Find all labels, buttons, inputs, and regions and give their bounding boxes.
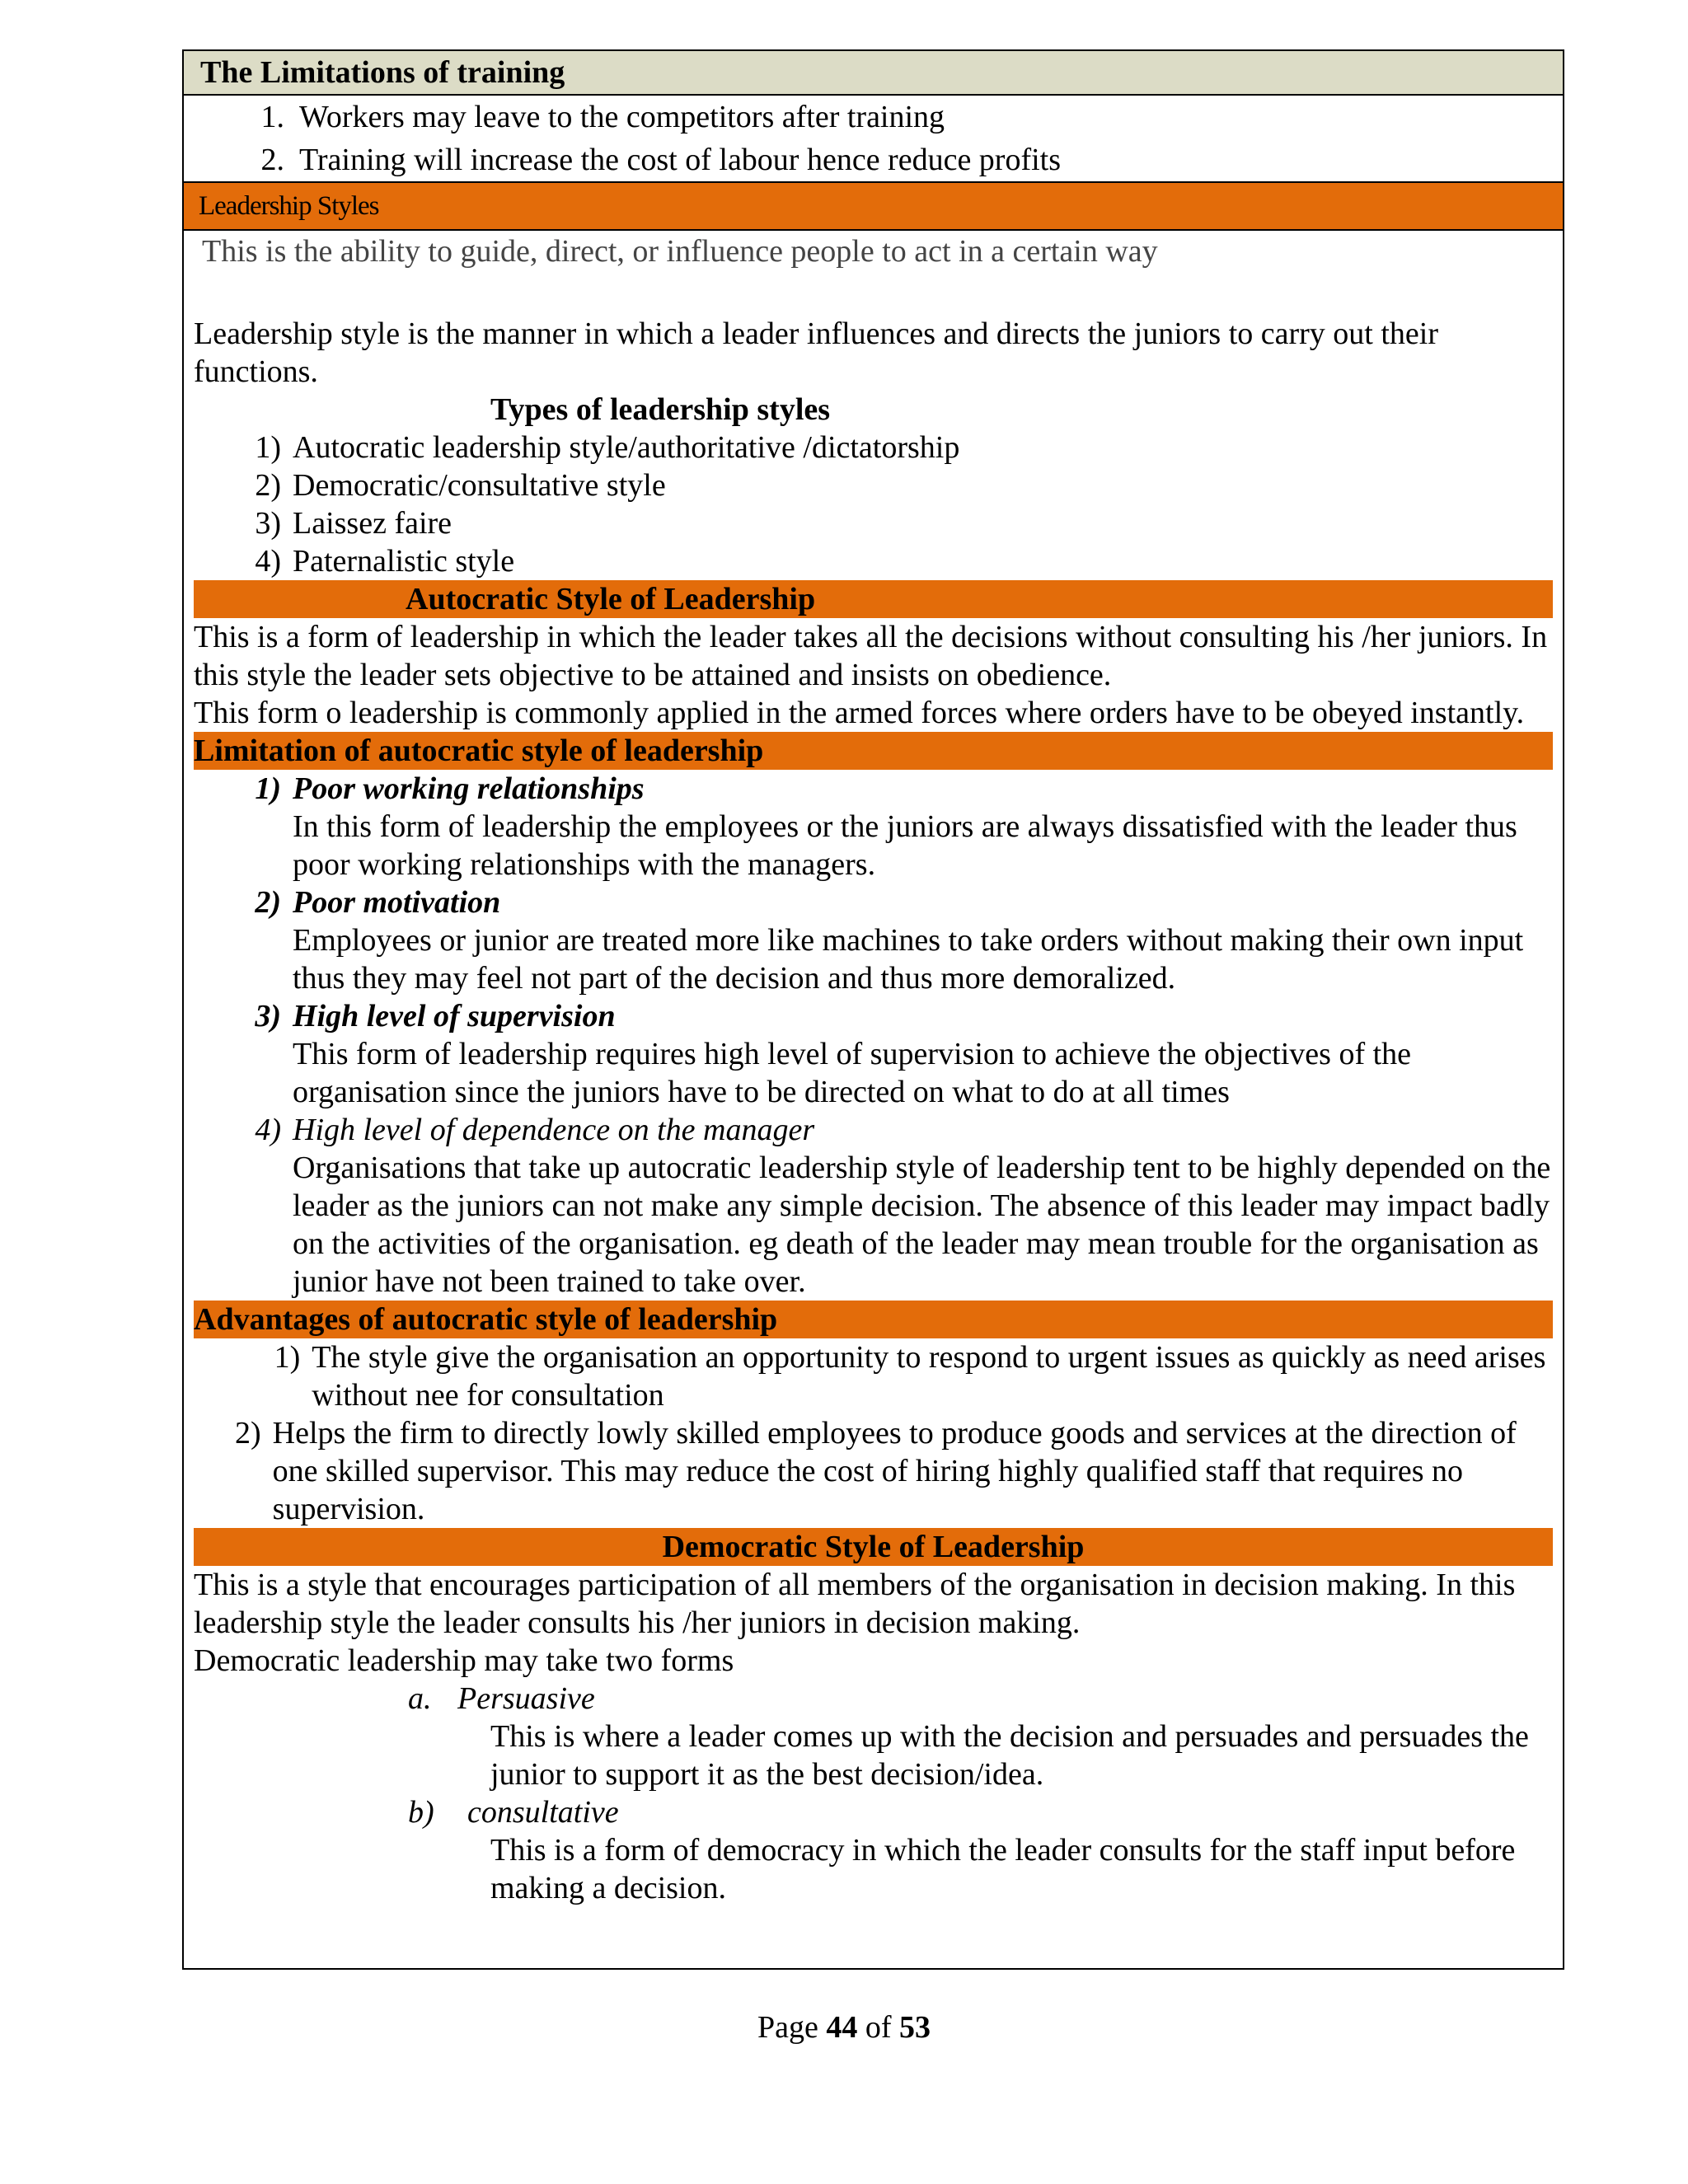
types-list (194, 429, 1553, 580)
list-item (194, 1414, 1553, 1528)
page-number: 44 (826, 2010, 858, 2045)
list-item (194, 542, 1553, 580)
list-number: 1. (260, 100, 284, 134)
leadership-style-definition: Leadership style is the manner in which a leader influences and directs the juniors to carry out their functions. (194, 316, 1438, 389)
training-limitations-heading: The Limitations of training (184, 51, 1563, 96)
list-title: High level of supervision (293, 999, 616, 1033)
list-title: Poor motivation (293, 885, 501, 920)
document-frame (182, 49, 1564, 1970)
list-text: Paternalistic style (293, 544, 515, 579)
page-prefix: Page (757, 2010, 818, 2045)
list-item (194, 1793, 1553, 1831)
autocratic-para-2: This form o leadership is commonly applied in the armed forces where orders have to be obeyed instantly. (194, 696, 1525, 730)
list-number: 2) (235, 1416, 261, 1451)
list-item (194, 466, 1553, 504)
autocratic-heading: Autocratic Style of Leadership (194, 580, 1553, 618)
democratic-forms-list (194, 1680, 1553, 1907)
list-item (184, 96, 1563, 138)
list-title: High level of dependence on the manager (293, 1113, 815, 1147)
list-title: Persuasive (457, 1681, 595, 1716)
list-item (194, 883, 1553, 921)
list-label: b) (408, 1795, 434, 1830)
democratic-para-1: This is a style that encourages participation of all members of the organisation in decision making. In this leadership style the leader consults his /her juniors in decision making. (194, 1568, 1516, 1640)
list-item (194, 770, 1553, 808)
list-text: Organisations that take up autocratic leadership style of leadership tent to be highly depended on the leader as the juniors can not make any simple decision. The absence of this leader may impact badly on the activities of the organisation. eg death of the leader may mean trouble for the organisation as junior have not been trained to take over. (293, 1151, 1551, 1299)
list-text: This form of leadership requires high level of supervision to achieve the objectives of the organisation since the juniors have to be directed on what to do at all times (293, 1037, 1412, 1109)
content-body (184, 231, 1563, 1907)
list-text: Laissez faire (293, 506, 452, 541)
list-item (194, 1338, 1553, 1414)
list-number: 1) (274, 1340, 301, 1375)
autocratic-advantages-heading: Advantages of autocratic style of leadership (194, 1301, 1553, 1338)
types-title: Types of leadership styles (490, 392, 831, 427)
list-item (194, 504, 1553, 542)
autocratic-para-1: This is a form of leadership in which the leader takes all the decisions without consulting his /her juniors. In this style the leader sets objective to be attained and insists on obedience. (194, 620, 1548, 692)
list-text: Workers may leave to the competitors after training (299, 100, 945, 134)
democratic-heading: Democratic Style of Leadership (194, 1528, 1553, 1566)
list-text: Employees or junior are treated more like machines to take orders without making their own input thus they may feel not part of the decision and thus more demoralized. (293, 923, 1524, 996)
list-number: 4) (255, 544, 281, 579)
list-text: Helps the firm to directly lowly skilled employees to produce goods and services at the direction of one skilled supervisor. This may reduce the cost of hiring highly qualified staff that requires no supervision. (272, 1416, 1517, 1526)
list-text: This is where a leader comes up with the decision and persuades and persuades the junior to support it as the best decision/idea. (490, 1719, 1529, 1792)
leadership-definition: This is the ability to guide, direct, or influence people to act in a certain way (202, 234, 1158, 269)
page-of: of (865, 2010, 892, 2045)
autocratic-advantages-list (194, 1338, 1553, 1528)
list-text: Autocratic leadership style/authoritative /dictatorship (293, 430, 960, 465)
page-total: 53 (899, 2010, 931, 2045)
list-text: Training will increase the cost of labour hence reduce profits (299, 143, 1062, 177)
list-label: a. (408, 1681, 432, 1716)
list-number: 3) (255, 506, 281, 541)
list-title: consultative (467, 1795, 619, 1830)
list-item (194, 1111, 1553, 1149)
list-text: Democratic/consultative style (293, 468, 666, 503)
list-number: 1) (255, 771, 281, 806)
page-footer (0, 2008, 1688, 2046)
democratic-para-2: Democratic leadership may take two forms (194, 1643, 734, 1678)
list-number: 3) (255, 999, 281, 1033)
list-number: 2) (255, 885, 281, 920)
list-text: This is a form of democracy in which the leader consults for the staff input before making a decision. (490, 1833, 1516, 1905)
autocratic-limitations-list (194, 770, 1553, 1301)
list-number: 1) (255, 430, 281, 465)
list-text: The style give the organisation an opportunity to respond to urgent issues as quickly as need arises without nee for consultation (312, 1340, 1546, 1413)
list-item (194, 1680, 1553, 1718)
leadership-styles-heading: Leadership Styles (184, 183, 1563, 231)
list-number: 2) (255, 468, 281, 503)
autocratic-limitations-heading: Limitation of autocratic style of leadership (194, 732, 1553, 770)
list-item (194, 997, 1553, 1035)
list-item (194, 429, 1553, 466)
list-number: 2. (260, 143, 284, 177)
list-item (184, 138, 1563, 181)
training-limitations-list (184, 96, 1563, 183)
list-number: 4) (255, 1113, 281, 1147)
list-title: Poor working relationships (293, 771, 645, 806)
list-text: In this form of leadership the employees or the juniors are always dissatisfied with the leader thus poor working relationships with the managers. (293, 809, 1517, 882)
